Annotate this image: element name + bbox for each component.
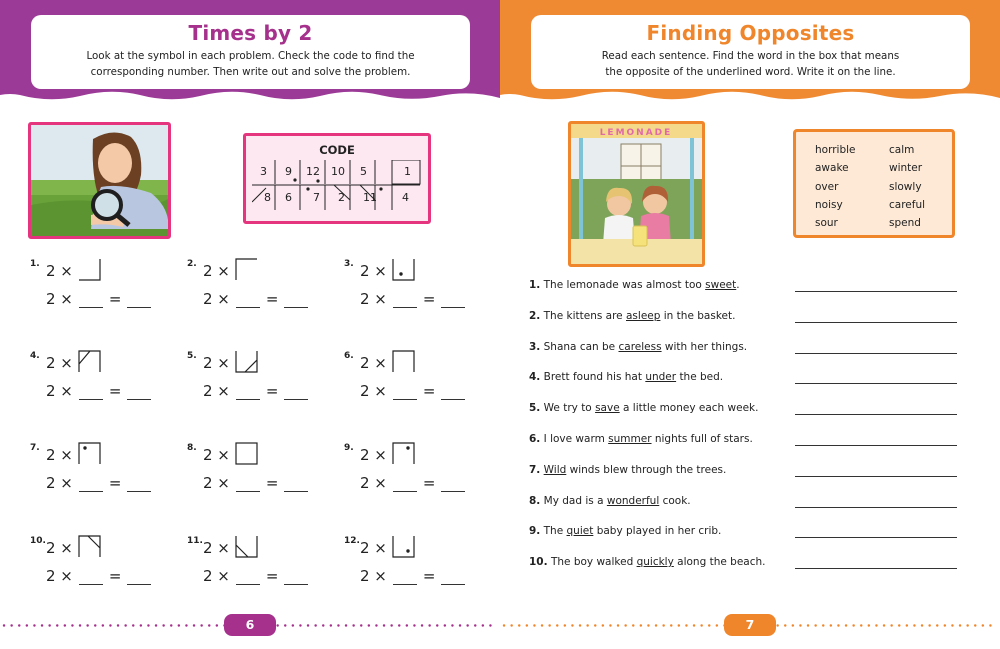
equation-prefix: 2 ×: [360, 382, 387, 400]
code-symbol: [392, 442, 416, 466]
answer-blank[interactable]: [79, 385, 103, 400]
answer-equation: [46, 567, 157, 585]
sentence-text: The kittens are: [543, 309, 623, 322]
sentence-number: 7.: [529, 463, 541, 476]
problem-3: [344, 258, 494, 318]
answer-blank[interactable]: [127, 477, 151, 492]
problem-expression: 2 ×: [46, 539, 73, 557]
word-bank-item: winter: [889, 162, 923, 175]
code-key-box: [243, 133, 431, 224]
page-title: Finding Opposites: [646, 21, 855, 45]
underlined-word: Wild: [543, 463, 567, 476]
instructions-line: Read each sentence. Find the word in the box that means: [601, 50, 900, 62]
problem-expression: 2 ×: [203, 539, 230, 557]
answer-blank[interactable]: [393, 385, 417, 400]
answer-blank[interactable]: [236, 570, 260, 585]
answer-line[interactable]: [795, 568, 957, 569]
page-number: 6: [224, 614, 276, 636]
word-bank-item: awake: [815, 162, 849, 175]
answer-equation: [360, 567, 471, 585]
answer-line[interactable]: [795, 537, 957, 538]
sentence-number: 2.: [529, 309, 541, 322]
code-symbol: [78, 442, 102, 466]
sentence-text: My dad is a: [543, 494, 604, 507]
code-symbol: [235, 258, 259, 282]
code-value: 6: [285, 191, 292, 204]
problem-number: 12.: [344, 536, 360, 546]
sentence-1: [529, 279, 740, 291]
lemonade-sign: LEMONADE: [599, 128, 673, 138]
sentence-number: 6.: [529, 433, 541, 445]
problem-4: [30, 350, 180, 410]
problem-12: [344, 535, 494, 595]
sentence-text: the bed.: [679, 371, 724, 384]
equals-sign: =: [108, 567, 122, 585]
sentence-text: cook.: [662, 494, 691, 507]
sentence-text: The lemonade was almost too: [543, 279, 702, 291]
sentence-number: 10.: [529, 556, 548, 569]
answer-blank[interactable]: [79, 570, 103, 585]
code-value: 3: [260, 165, 267, 178]
answer-blank[interactable]: [284, 293, 308, 308]
sentence-number: 9.: [529, 525, 541, 538]
problem-expression: 2 ×: [46, 262, 73, 280]
problem-expression: 2 ×: [203, 354, 230, 372]
answer-blank[interactable]: [393, 477, 417, 492]
answer-line[interactable]: [795, 445, 957, 446]
problem-2: [187, 258, 337, 318]
sentence-number: 3.: [529, 340, 541, 353]
equals-sign: =: [422, 382, 436, 400]
equation-prefix: 2 ×: [203, 290, 230, 308]
answer-blank[interactable]: [79, 293, 103, 308]
code-bottom-row: [252, 191, 428, 205]
answer-equation: [46, 382, 157, 400]
answer-blank[interactable]: [127, 293, 151, 308]
equation-prefix: 2 ×: [360, 290, 387, 308]
sentence-text: We try to: [543, 402, 592, 415]
equals-sign: =: [265, 382, 279, 400]
sentence-text: winds blew through the trees.: [569, 463, 727, 476]
answer-blank[interactable]: [284, 477, 308, 492]
girl-magnifier-photo: [28, 122, 171, 239]
problem-1: [30, 258, 180, 318]
answer-equation: [360, 474, 471, 492]
sentence-number: 5.: [529, 402, 541, 415]
code-symbol: [78, 258, 102, 282]
equation-prefix: 2 ×: [360, 567, 387, 585]
sentence-text: along the beach.: [677, 556, 766, 569]
problem-number: 1.: [30, 259, 40, 269]
code-symbol: [235, 535, 259, 559]
underlined-word: quickly: [636, 556, 674, 569]
word-bank-column: [889, 141, 925, 232]
answer-line[interactable]: [795, 353, 957, 354]
problem-number: 7.: [30, 443, 40, 453]
answer-line[interactable]: [795, 507, 957, 508]
problem-number: 10.: [30, 536, 46, 546]
answer-blank[interactable]: [441, 385, 465, 400]
code-value: 1: [404, 165, 411, 178]
equation-prefix: 2 ×: [203, 382, 230, 400]
answer-equation: [46, 474, 157, 492]
sentence-text: The: [543, 525, 564, 538]
answer-equation: [46, 290, 157, 308]
word-bank-item: horrible: [815, 144, 856, 156]
equals-sign: =: [422, 474, 436, 492]
problem-number: 6.: [344, 351, 354, 361]
word-bank-item: noisy: [815, 198, 843, 211]
answer-equation: [203, 290, 314, 308]
sentence-9: [529, 525, 721, 537]
answer-line[interactable]: [795, 322, 957, 323]
answer-blank[interactable]: [236, 477, 260, 492]
answer-blank[interactable]: [127, 570, 151, 585]
problem-5: [187, 350, 337, 410]
sentence-text: I love warm: [543, 433, 605, 445]
word-bank-item: calm: [889, 144, 915, 156]
word-bank-column: [815, 141, 856, 232]
answer-blank[interactable]: [441, 293, 465, 308]
equals-sign: =: [108, 382, 122, 400]
sentence-4: [529, 371, 723, 383]
problem-number: 3.: [344, 259, 354, 269]
sentence-3: [529, 341, 747, 353]
problem-expression: 2 ×: [360, 446, 387, 464]
sentence-8: [529, 495, 691, 507]
code-symbol: [392, 258, 416, 282]
sentence-text: .: [736, 279, 740, 291]
word-bank-box: [793, 129, 955, 238]
code-top-row: [252, 165, 428, 179]
equals-sign: =: [108, 474, 122, 492]
answer-blank[interactable]: [127, 385, 151, 400]
problem-6: [344, 350, 494, 410]
code-value: 11: [363, 191, 377, 204]
sentence-number: 4.: [529, 371, 541, 384]
problem-number: 11.: [187, 536, 203, 546]
equals-sign: =: [265, 290, 279, 308]
code-symbol: [235, 350, 259, 374]
problem-number: 9.: [344, 443, 354, 453]
answer-equation: [203, 474, 314, 492]
code-value: 4: [402, 191, 409, 204]
equation-prefix: 2 ×: [360, 474, 387, 492]
problem-expression: 2 ×: [46, 446, 73, 464]
sentence-text: with her things.: [664, 340, 748, 353]
answer-blank[interactable]: [441, 570, 465, 585]
code-value: 7: [313, 191, 320, 204]
answer-blank[interactable]: [284, 570, 308, 585]
right-title-box: [531, 15, 970, 89]
answer-blank[interactable]: [284, 385, 308, 400]
sentence-6: [529, 433, 753, 445]
problem-number: 5.: [187, 351, 197, 361]
code-symbol: [78, 535, 102, 559]
word-bank-item: careful: [889, 198, 926, 211]
page-title: Times by 2: [188, 21, 313, 45]
underlined-word: wonderful: [606, 494, 660, 507]
sentence-text: baby played in her crib.: [596, 525, 722, 538]
problem-number: 4.: [30, 351, 40, 361]
sentence-number: 8.: [529, 494, 541, 507]
code-symbol: [392, 350, 416, 374]
equals-sign: =: [422, 290, 436, 308]
problem-number: 2.: [187, 259, 197, 269]
problem-8: [187, 442, 337, 502]
code-value: 8: [264, 191, 271, 204]
underlined-word: summer: [608, 433, 652, 445]
sentence-text: The boy walked: [550, 556, 634, 569]
answer-line[interactable]: [795, 476, 957, 477]
underlined-word: asleep: [626, 309, 661, 322]
answer-blank[interactable]: [441, 477, 465, 492]
sentence-text: in the basket.: [663, 309, 736, 322]
equation-prefix: 2 ×: [46, 290, 73, 308]
problem-expression: 2 ×: [360, 539, 387, 557]
instructions-line: corresponding number. Then write out and solve the problem.: [90, 66, 411, 78]
problem-expression: 2 ×: [203, 446, 230, 464]
answer-blank[interactable]: [236, 293, 260, 308]
problem-10: [30, 535, 180, 595]
answer-equation: [360, 290, 471, 308]
sentence-7: [529, 464, 726, 476]
lemonade-stand-photo: [568, 121, 705, 267]
right-page: [500, 0, 1000, 649]
code-value: 9: [285, 165, 292, 178]
answer-blank[interactable]: [236, 385, 260, 400]
problem-number: 8.: [187, 443, 197, 453]
problem-7: [30, 442, 180, 502]
problem-9: [344, 442, 494, 502]
answer-line[interactable]: [795, 291, 957, 292]
instructions-line: Look at the symbol in each problem. Check the code to find the: [86, 50, 415, 62]
equals-sign: =: [265, 567, 279, 585]
equals-sign: =: [265, 474, 279, 492]
problem-expression: 2 ×: [360, 262, 387, 280]
problem-11: [187, 535, 337, 595]
answer-line[interactable]: [795, 414, 957, 415]
answer-line[interactable]: [795, 383, 957, 384]
sentence-text: Brett found his hat: [543, 371, 642, 384]
answer-equation: [360, 382, 471, 400]
page-number: 7: [724, 614, 776, 636]
problem-expression: 2 ×: [46, 354, 73, 372]
equation-prefix: 2 ×: [46, 382, 73, 400]
answer-equation: [203, 567, 314, 585]
equation-prefix: 2 ×: [203, 567, 230, 585]
answer-blank[interactable]: [393, 293, 417, 308]
problem-expression: 2 ×: [360, 354, 387, 372]
code-value: 12: [306, 165, 320, 178]
answer-equation: [203, 382, 314, 400]
equals-sign: =: [108, 290, 122, 308]
sentence-2: [529, 310, 735, 322]
sentence-5: [529, 402, 758, 414]
word-bank-item: sour: [815, 217, 838, 230]
code-value: 2: [338, 191, 345, 204]
underlined-word: sweet: [705, 279, 737, 291]
left-title-box: [31, 15, 470, 89]
instructions-line: the opposite of the underlined word. Write it on the line.: [605, 66, 896, 78]
code-symbol: [392, 535, 416, 559]
equals-sign: =: [422, 567, 436, 585]
equation-prefix: 2 ×: [46, 474, 73, 492]
problem-expression: 2 ×: [203, 262, 230, 280]
sentence-text: Shana can be: [543, 340, 616, 353]
code-symbol: [235, 442, 259, 466]
word-bank-item: spend: [889, 217, 921, 230]
underlined-word: save: [595, 402, 620, 415]
sentence-10: [529, 556, 765, 568]
code-title: CODE: [319, 143, 355, 157]
answer-blank[interactable]: [79, 477, 103, 492]
code-value: 5: [360, 165, 367, 178]
sentence-number: 1.: [529, 279, 541, 291]
code-value: 10: [331, 165, 345, 178]
equation-prefix: 2 ×: [203, 474, 230, 492]
underlined-word: quiet: [566, 525, 594, 538]
code-symbol: [78, 350, 102, 374]
word-bank-item: slowly: [889, 180, 922, 193]
sentence-text: a little money each week.: [623, 402, 759, 415]
underlined-word: under: [645, 371, 677, 384]
underlined-word: careless: [618, 340, 662, 353]
answer-blank[interactable]: [393, 570, 417, 585]
sentence-text: nights full of stars.: [654, 433, 753, 445]
word-bank-item: over: [815, 180, 839, 193]
equation-prefix: 2 ×: [46, 567, 73, 585]
